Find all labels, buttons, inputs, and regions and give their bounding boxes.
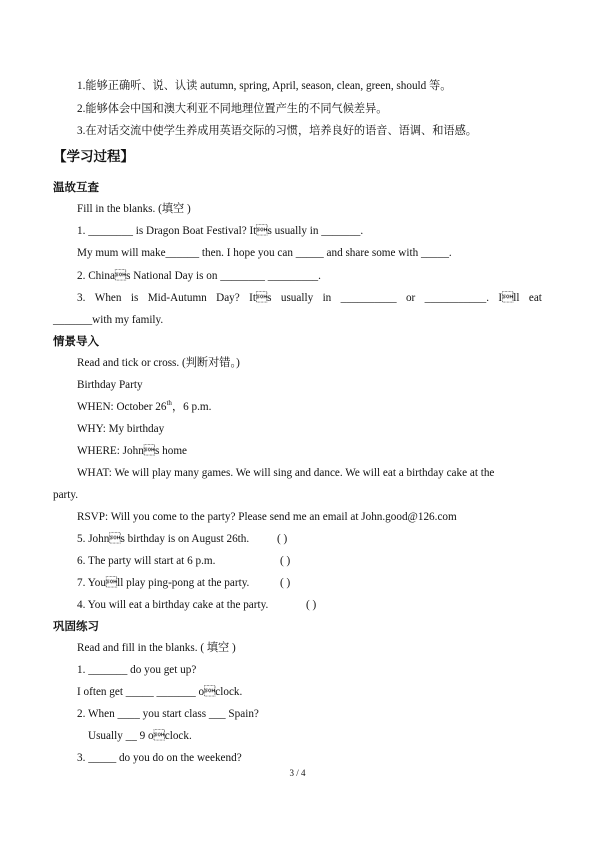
- scenario-rsvp: RSVP: Will you come to the party? Please send me an email at John.good@126.com: [77, 511, 457, 523]
- objective-3: 3.在对话交流中使学生养成用英语交际的习惯，培养良好的语音、语调、和语感。: [77, 125, 477, 137]
- tf-mark-1: ( ): [277, 533, 288, 545]
- review-q3-line2: _______with my family.: [53, 314, 164, 326]
- practice-line-5: 3. _____ do you do on the weekend?: [77, 752, 242, 764]
- q3-word: ___________.: [424, 292, 489, 304]
- review-q1-line1: 1. ________ is Dragon Boat Festival? Its usually in _______.: [77, 225, 364, 237]
- q3-word: Its: [249, 292, 272, 304]
- q3-word: is: [130, 292, 139, 304]
- scenario-why: WHY: My birthday: [77, 423, 165, 435]
- review-q3-line1: [77, 291, 542, 305]
- review-q2: 2. Chinas National Day is on ________ _________.: [77, 270, 321, 282]
- practice-heading: 巩固练习: [53, 619, 99, 633]
- q3-word: eat: [528, 292, 542, 304]
- tf-item-4: 4. You will eat a birthday cake at the party.: [77, 599, 269, 611]
- tf-item-3: 7. Youll play ping-pong at the party.: [77, 577, 250, 589]
- review-instruction: Fill in the blanks. (填空 ): [77, 203, 191, 215]
- q3-word: usually: [280, 292, 314, 304]
- when-label: WHEN: October 26: [77, 401, 167, 413]
- objective-2: 2.能够体会中国和澳大利亚不同地理位置产生的不同气候差异。: [77, 103, 388, 115]
- scenario-heading: 情景导入: [53, 334, 99, 348]
- tf-mark-3: ( ): [280, 577, 291, 589]
- q3-word: Ill: [498, 292, 520, 304]
- when-superscript: th: [166, 399, 172, 407]
- when-time: ，6 p.m.: [171, 401, 212, 413]
- process-heading: 【学习过程】: [53, 149, 134, 165]
- scenario-when: [77, 400, 211, 414]
- tf-item-2: 6. The party will start at 6 p.m.: [77, 555, 216, 567]
- practice-line-4: Usually __ 9 oclock.: [88, 730, 192, 742]
- q3-word: or: [405, 292, 416, 304]
- objective-1: 1.能够正确听、说、认读 autumn, spring, April, season, clean, green, should 等。: [77, 80, 452, 92]
- tf-mark-2: ( ): [280, 555, 291, 567]
- page-number: 3 / 4: [289, 768, 306, 778]
- scenario-what-line1: WHAT: We will play many games. We will sing and dance. We will eat a birthday cake at the: [77, 467, 495, 479]
- practice-instruction: Read and fill in the blanks. ( 填空 ): [77, 642, 236, 654]
- q3-word: in: [322, 292, 332, 304]
- tf-mark-4: ( ): [306, 599, 317, 611]
- q3-word: Mid-Autumn: [147, 292, 207, 304]
- scenario-title: Birthday Party: [77, 379, 143, 391]
- q3-word: 3.: [77, 292, 86, 304]
- practice-line-2: I often get _____ _______ oclock.: [77, 686, 243, 698]
- scenario-what-line2: party.: [53, 489, 79, 501]
- review-heading: 温故互查: [53, 180, 99, 194]
- scenario-instruction: Read and tick or cross. (判断对错。): [77, 357, 240, 369]
- practice-line-3: 2. When ____ you start class ___ Spain?: [77, 708, 259, 720]
- scenario-where: WHERE: Johns home: [77, 445, 188, 457]
- q3-word: When: [94, 292, 122, 304]
- q3-word: Day?: [216, 292, 240, 304]
- tf-item-1: 5. Johns birthday is on August 26th.: [77, 533, 250, 545]
- review-q1-line2: My mum will make______ then. I hope you can _____ and share some with _____.: [77, 247, 452, 259]
- q3-word: __________: [340, 292, 397, 304]
- practice-line-1: 1. _______ do you get up?: [77, 664, 197, 676]
